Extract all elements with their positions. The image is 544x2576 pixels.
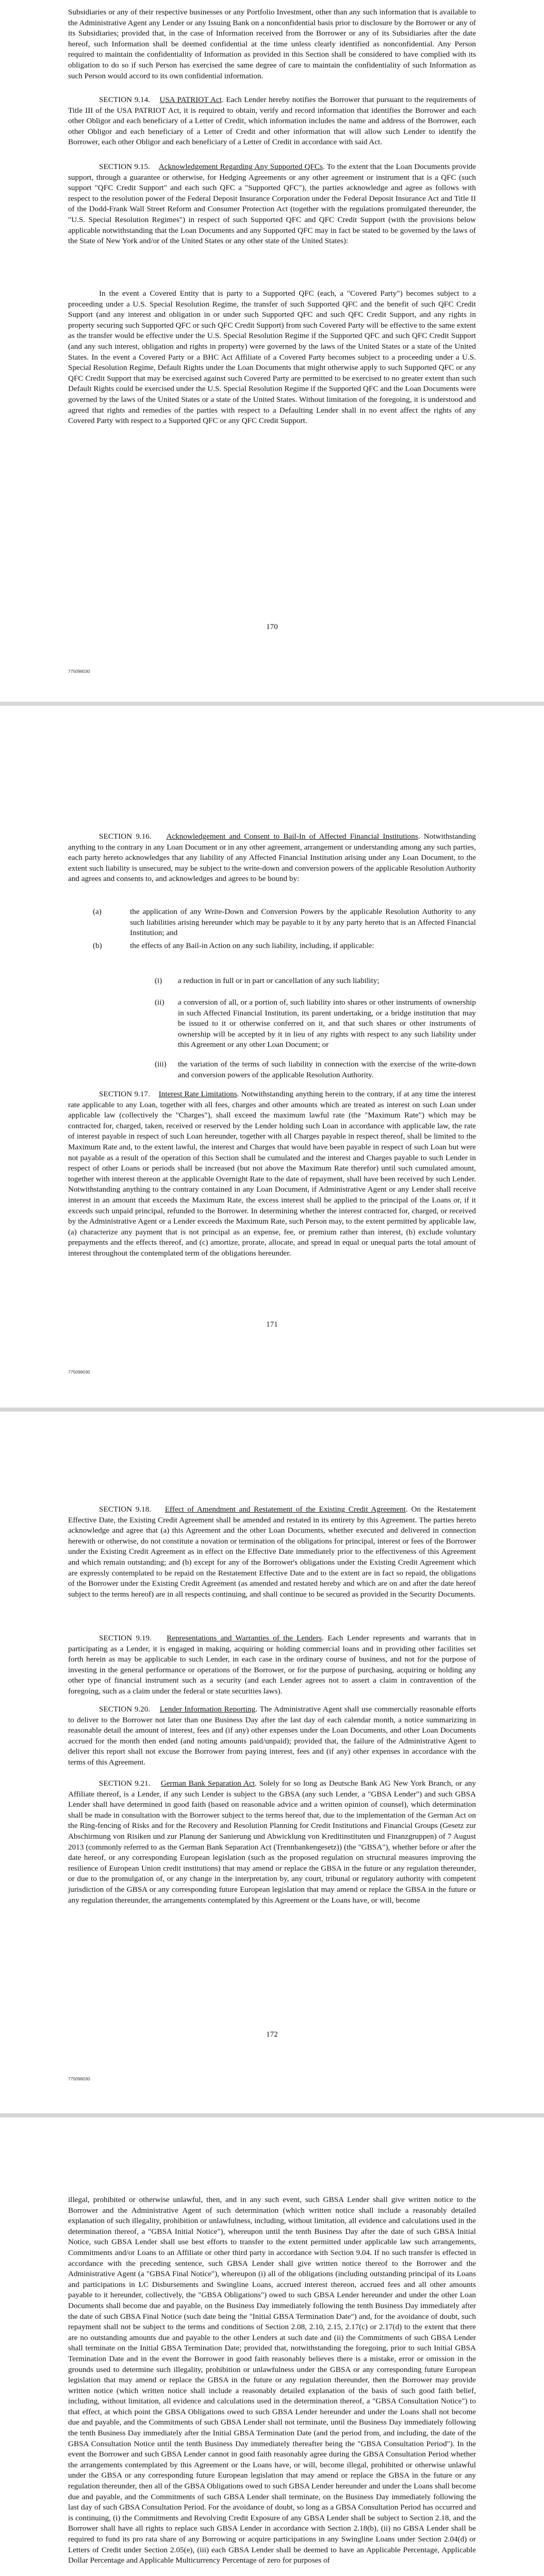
item-b-text: the effects of any Bail-in Action on any such liability, including, if applicable: xyxy=(130,941,374,950)
section-body: . Solely for so long as Deutsche Bank AG New York Branch, or any Affiliate thereof, is a Lender, if any such Lender is subject to the GBSA (any such Lender, a "GBSA Lender") and such GBSA Lender shall have determined in good faith (based on reasonable advice and a written opinion of counsel), which determination shall be made in consultation with the Borrower subject to the terms hereof that, due to the implementation of the German Act on the Ring-fencing of Risks and for the Recovery and Resolution Planning for Credit Institutions and Financial Groups (Gesetz zur Abschirmung von Risiken und zur Planung der Sanierung und Abwicklung von Kreditinstituten und Finanzgruppen) of 7 August 2013 (commonly referred to as the German Bank Separation Act (Trennbankengesetz)) (the "GBSA"), whether before or after the date hereof, or any corresponding European legislation (such as the proposed regulation on structural measures improving the resilience of European Union credit institutions) that may amend or replace the GBSA in the future or any regulation thereunder, or due to the promulgation of, or any change in the interpretation by, any court, tribunal or regulatory authority with competent jurisdiction of the GBSA or any corresponding future European legislation that may amend or replace the GBSA in the future or any regulation thereunder, the arrangements contemplated by this Agreement or the Loans have, or will, become xyxy=(68,1779,476,1905)
section-9-16 xyxy=(68,832,476,885)
section-9-21-continued: illegal, prohibited or otherwise unlawful, then, and in any such event, such GBSA Lender shall give written notice to the Borrower and the Administrative Agent of such determination (which written notice shall include a reasonably detailed explanation of such illegality, prohibition or unlawfulness, including, without limitation, all evidence and calculations used in the determination thereof, a "GBSA Initial Notice"), whereupon until the tenth Business Day after the date of such GBSA Initial Notice, such GBSA Lender shall use best efforts to transfer to the extent permitted under applicable law such arrangements, Commitments and/or Loans to an Affiliate or other third party in accordance with Section 9.04. If no such transfer is effected in accordance with the preceding sentence, such GBSA Lender shall give written notice thereof to the Borrower and the Administrative Agent (a "GBSA Final Notice"), whereupon (i) all of the obligations (including outstanding principal of its Loans and participations in LC Disbursements and Swingline Loans, accrued interest thereon, accrued fees and all other amounts payable to it hereunder, collectively, the "GBSA Obligations") owed to such GBSA Lender hereunder and under the other Loan Documents shall become due and payable, on the Business Day immediately following the tenth Business Day immediately after the date of such GBSA Final Notice (such date being the "Initial GBSA Termination Date") and, for the avoidance of doubt, such repayment shall not be subject to the terms and conditions of Section 2.08, 2.10, 2.15, 2.17(c) or 2.17(d) to the extent that there are no outstanding amounts due and payable to the other Lenders at such date and (ii) the Commitments of such GBSA Lender shall terminate on the Initial GBSA Termination Date; provided that, notwithstanding the foregoing, prior to such Initial GBSA Termination Date and in the event the Borrower in good faith reasonably believes there is a mistake, error or omission in the grounds used to determine such illegality, prohibition or unlawfulness under the GBSA or any corresponding future European legislation that may amend or replace the GBSA in the future or any regulation thereunder, then the Borrower may provide written notice (which written notice shall include a reasonably detailed explanation of the basis of such good faith belief, including, without limitation, all evidence and calculations used in the determination thereof, a "GBSA Consultation Notice") to that effect, at which point the GBSA Obligations owed to such GBSA Lender hereunder and under the Loans shall not become due and payable, and the Commitments of such GBSA Lender shall not terminate, until the Business Day immediately following the tenth Business Day immediately after the Initial GBSA Termination Date (and the period from, and including, the date of the GBSA Consultation Notice until the tenth Business Day immediately thereafter being the "GBSA Consultation Period"). In the event the Borrower and such GBSA Lender cannot in good faith reasonably agree during the GBSA Consultation Period whether the arrangements contemplated by this Agreement or the Loans have, or will, become illegal, prohibited or otherwise unlawful under the GBSA or any corresponding future European legislation that may amend or replace the GBSA in the future or any regulation thereunder, then all of the GBSA Obligations owed to such GBSA Lender hereunder and under the Loans shall become due and payable, and the Commitments of such GBSA Lender shall terminate, on the Business Day immediately following the last day of such GBSA Consultation Period. For the avoidance of doubt, so long as a GBSA Consultation Period has occurred and is continuing, (i) the Commitments and Revolving Credit Exposure of any GBSA Lender shall be subject to Section 2.18, and the Borrower shall have all rights to replace such GBSA Lender in accordance with Section 2.18(b), (ii) no GBSA Lender shall be required to fund its pro rata share of any Borrowing or acquire participations in any Swingline Loans under Section 2.04(d) or Letters of Credit under Section 2.05(e), (iii) each GBSA Lender shall be deemed to have an Applicable Percentage, Applicable Dollar Percentage and Applicable Multicurrency Percentage of zero for purposes of xyxy=(68,2195,476,2565)
section-body: . Notwithstanding anything herein to the contrary, if at any time the interest rate applicable to any Loan, together with all fees, charges and other amounts which are treated as interest on such Loan under applicable law (collectively the "Charges"), shall exceed the maximum lawful rate (the "Maximum Rate") which may be contracted for, charged, taken, received or reserved by the Lender holding such Loan in accordance with applicable law, the rate of interest payable in respect of such Loan hereunder, together with all Charges payable in respect thereof, shall be limited to the Maximum Rate and, to the extent lawful, the interest and Charges that would have been payable in respect of such Loan but were not payable as a result of the operation of this Section shall be cumulated and the interest and Charges payable to such Lender in respect of other Loans or periods shall be increased (but not above the Maximum Rate therefor) until such cumulated amount, together with interest thereon at the applicable Overnight Rate to the date of repayment, shall have been received by such Lender. Notwithstanding anything to the contrary contained in any Loan Document, if Administrative Agent or any Lender shall receive interest in an amount that exceeds the Maximum Rate, the excess interest shall be applied to the principal of the Loans or, if it exceeds such unpaid principal, refunded to the Borrower. In determining whether the interest contracted for, charged, or received by the Administrative Agent or a Lender exceeds the Maximum Rate, such Person may, to the extent permitted by applicable law, (a) characterize any payment that is not principal as an expense, fee, or premium rather than interest, (b) exclude voluntary prepayments and the effects thereof, and (c) amortize, prorate, allocate, and spread in equal or unequal parts the total amount of interest throughout the contemplated term of the obligations hereunder. xyxy=(68,1090,476,1258)
page-1 xyxy=(0,0,544,702)
document-code: 775098030 xyxy=(68,2076,90,2081)
section-title: USA PATRIOT Act xyxy=(159,95,222,104)
section-body: . To the extent that the Loan Documents provide support, through a guarantee or otherwise, for Hedging Agreements or any other agreement or instrument that is a QFC (such support "QFC Credit Support" and each such QFC a "Supported QFC"), the parties acknowledge and agree as follows with respect to the resolution power of the Federal Deposit Insurance Corporation under the Federal Deposit Insurance Act and Title II of the Dodd-Frank Wall Street Reform and Consumer Protection Act (together with the regulations promulgated thereunder, the "U.S. Special Resolution Regimes") in respect of such Supported QFC and QFC Credit Support (with the provisions below applicable notwithstanding that the Loan Documents and any Supported QFC may in fact be stated to be governed by the laws of the State of New York and/or of the United States or any other state of the United States): xyxy=(68,162,476,246)
section-number: SECTION 9.15. xyxy=(99,162,150,171)
page-2 xyxy=(0,706,544,1408)
section-body: . The Administrative Agent shall use commercially reasonable efforts to deliver to the Borrower not later than one Business Day after the last day of each calendar month, a notice summarizing in reasonable detail the amount of interest, fees and (if any) other expenses under the Loan Documents, and other Loan Documents accrued for the month then ended (and noting amounts paid/unpaid); provided that, the failure of the Administrative Agent to deliver this report shall not excuse the Borrower from paying interest, fees and (if any) other expenses in accordance with the terms of this Agreement. xyxy=(68,1705,476,1767)
page-divider xyxy=(0,702,544,706)
section-9-14 xyxy=(68,95,476,148)
section-number: SECTION 9.21. xyxy=(99,1779,151,1788)
section-9-17 xyxy=(68,1089,476,1259)
item-a-text: the application of any Write-Down and Conversion Powers by the applicable Resolution Authority to any such liabilities arising hereunder which may be payable to it by any party hereto that is an Affected Financial Institution; and xyxy=(130,907,476,938)
section-number: SECTION 9.16. xyxy=(99,832,152,841)
section-title: Interest Rate Limitations xyxy=(158,1090,237,1098)
section-9-19 xyxy=(68,1633,476,1697)
section-number: SECTION 9.18. xyxy=(99,1505,152,1514)
paragraph-confidentiality-cont: Subsidiaries or any of their respective businesses or any Portfolio Investment, other than any such information that is available to the Administrative Agent any Lender or any Issuing Bank on a nonconfidential basis prior to disclosure by the Borrower or any of its Subsidiaries; provided that, in the case of Information received from the Borrower or any of its Subsidiaries after the date hereof, such Information shall be deemed confidential at the time unless clearly identified as nonconfidential. Any Person required to maintain the confidentiality of Information as provided in this Section shall be considered to have complied with its obligation to do so if such Person has exercised the same degree of care to maintain the confidentiality of such Information as such Person would accord to its own confidential information. xyxy=(68,8,476,80)
section-title: Lender Information Reporting xyxy=(159,1705,256,1714)
section-9-15 xyxy=(68,162,476,247)
document-code: 775098030 xyxy=(68,1369,90,1375)
section-9-18 xyxy=(68,1504,476,1600)
item-iii-text: the variation of the terms of such liability in connection with the exercise of the write-down and conversion powers of the applicable Resolution Authority. xyxy=(178,1060,476,1079)
page-number: 172 xyxy=(266,2030,278,2039)
item-i-label: (i) xyxy=(155,976,162,985)
page-divider xyxy=(0,1408,544,1412)
page-3 xyxy=(0,1412,544,2113)
section-number: SECTION 9.20. xyxy=(99,1705,151,1714)
section-title: German Bank Separation Act xyxy=(160,1779,255,1788)
item-b-label: (b) xyxy=(93,941,102,950)
section-title: Acknowledgement and Consent to Bail-In of Affected Financial Institutions xyxy=(166,832,418,841)
page-number: 171 xyxy=(266,1320,278,1329)
item-ii-label: (ii) xyxy=(155,998,164,1007)
section-9-15-paragraph-2: In the event a Covered Entity that is party to a Supported QFC (each, a "Covered Party") becomes subject to a proceeding under a U.S. Special Resolution Regime, the transfer of such Supported QFC and the benefit of such QFC Credit Support (and any interest and obligation in or under such Supported QFC and such QFC Credit Support, and any rights in property securing such Supported QFC or such QFC Credit Support) from such Covered Party will be effective to the same extent as the transfer would be effective under the U.S. Special Resolution Regime if the Supported QFC and such QFC Credit Support (and any such interest, obligation and rights in property) were governed by the laws of the United States or a state of the United States. In the event a Covered Party or a BHC Act Affiliate of a Covered Party becomes subject to a proceeding under a U.S. Special Resolution Regime, Default Rights under the Loan Documents that might otherwise apply to such Supported QFC or any QFC Credit Support that may be exercised against such Covered Party are permitted to be exercised to no greater extent than such Default Rights could be exercised under the U.S. Special Resolution Regime if the Supported QFC and the Loan Documents were governed by the laws of the United States or a state of the United States. Without limitation of the foregoing, it is understood and agreed that rights and remedies of the parties with respect to a Defaulting Lender shall in no event affect the rights of any Covered Party with respect to a Supported QFC or any QFC Credit Support. xyxy=(68,289,476,426)
section-9-21 xyxy=(68,1778,476,1906)
item-i-text: a reduction in full or in part or cancellation of any such liability; xyxy=(178,976,380,985)
page-4 xyxy=(0,2117,544,2576)
page-divider xyxy=(0,2113,544,2117)
document-code: 775098030 xyxy=(68,669,90,674)
section-body: . Each Lender hereby notifies the Borrower that pursuant to the requirements of Title III of the USA PATRIOT Act, it is required to obtain, verify and record information that identifies the Borrower and each other Obligor and each beneficiary of a Letter of Credit, which information includes the name and address of the Borrower, each other Obligor and each beneficiary of a Letter of Credit and other information that will allow such Lender to identify the Borrower, each other Obligor and each beneficiary of a Letter of Credit in accordance with said Act. xyxy=(68,95,476,147)
section-body: . On the Restatement Effective Date, the Existing Credit Agreement shall be amended and restated in its entirety by this Agreement. The parties hereto acknowledge and agree that (a) this Agreement and the other Loan Documents, whether executed and delivered in connection herewith or otherwise, do not constitute a novation or termination of the obligations for principal, interest or fees of the Borrower under the Existing Credit Agreement as in effect on the Effective Date immediately prior to the effectiveness of this Agreement and which remain outstanding; and (b) except for any of the Borrower's obligations under the Existing Credit Agreement which are expressly contemplated to be repaid on the Restatement Effective Date and to the extent are in fact so repaid, the obligations of the Borrower under the Existing Credit Agreement (as amended and restated hereby and which are on and after the date hereof subject to the terms hereof) are in all respects continuing, and shall continue to be secured as provided in the Security Documents. xyxy=(68,1505,476,1599)
section-body: . Each Lender represents and warrants that in participating as a Lender, it is engaged in making, acquiring or holding commercial loans and in providing other facilities set forth herein as may be applicable to such Lender, in each case in the ordinary course of business, and not for the purpose of investing in the general performance or operations of the Borrower, or for the purpose of purchasing, acquiring or holding any other type of financial instrument such as a security (and each Lender agrees not to assert a claim in contravention of the foregoing, such as a claim under the federal or state securities laws). xyxy=(68,1634,476,1696)
section-title: Effect of Amendment and Restatement of the Existing Credit Agreement xyxy=(164,1505,406,1514)
section-number: SECTION 9.17. xyxy=(99,1090,150,1098)
section-title: Representations and Warranties of the Lenders xyxy=(167,1634,322,1642)
item-iii-label: (iii) xyxy=(155,1060,167,1069)
section-9-20 xyxy=(68,1704,476,1768)
item-ii-text: a conversion of all, or a portion of, such liability into shares or other instruments of ownership in such Affected Financial Institution, its parent undertaking, or a bridge institution that may be issued to it or otherwise conferred on it, and that such shares or other instruments of ownership will be accepted by it in lieu of any rights with respect to any such liability under this Agreement or any other Loan Document; or xyxy=(178,998,476,1049)
section-number: SECTION 9.14. xyxy=(99,95,151,104)
section-number: SECTION 9.19. xyxy=(99,1634,152,1642)
section-body: . Notwithstanding anything to the contrary in any Loan Document or in any other agreement, arrangement or understanding among any such parties, each party hereto acknowledges that any liability of any Affected Financial Institution arising under any Loan Document, to the extent such liability is unsecured, may be subject to the write-down and conversion powers of the applicable Resolution Authority and agrees and consents to, and acknowledges and agrees to be bound by: xyxy=(68,832,476,884)
item-a-label: (a) xyxy=(93,907,102,916)
section-title: Acknowledgement Regarding Any Supported QFCs xyxy=(158,162,323,171)
page-number: 170 xyxy=(266,622,278,631)
